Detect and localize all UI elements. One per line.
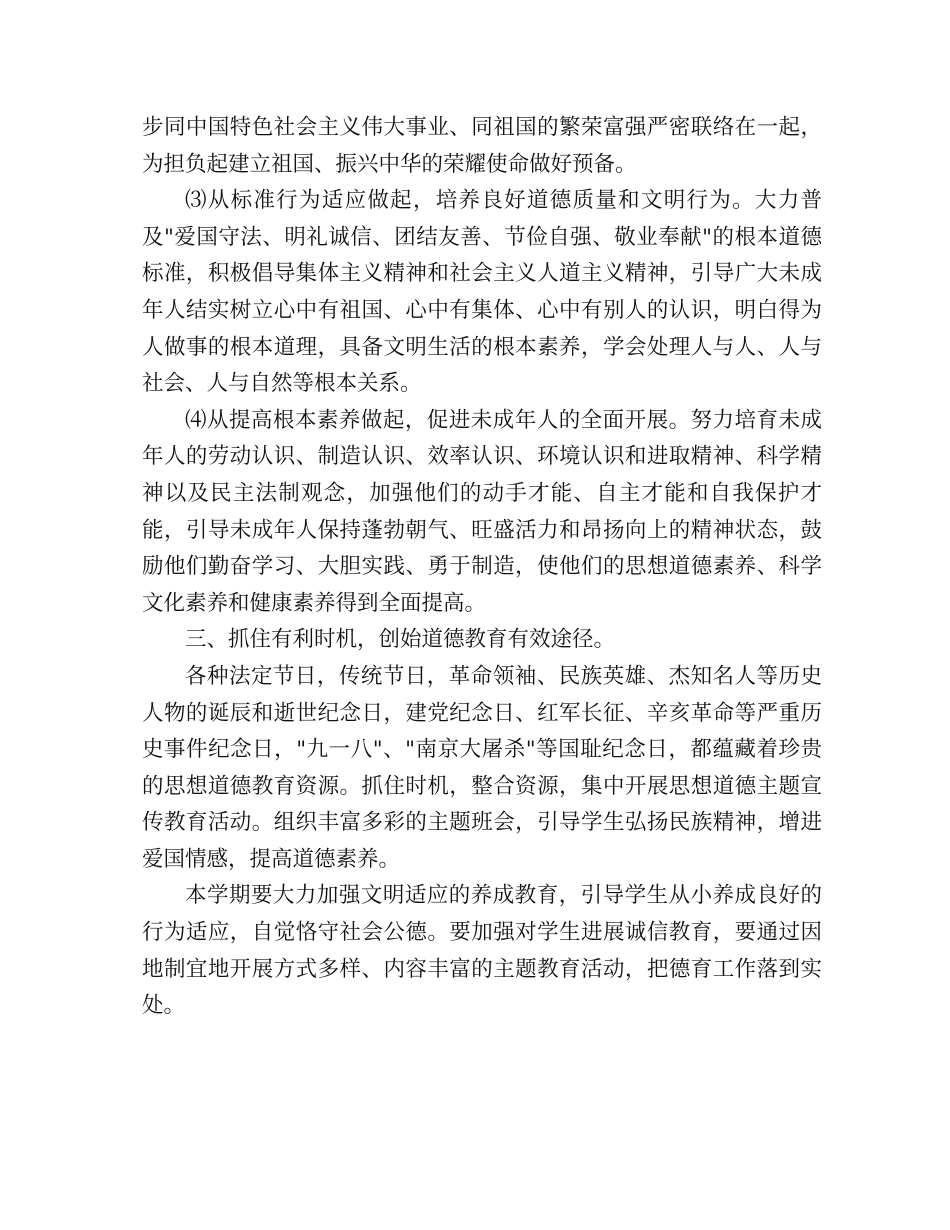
paragraph-item-3: ⑶从标准行为适应做起，培养良好道德质量和文明行为。大力普及"爱国守法、明礼诚信、团结友善、节俭自强、敬业奉献"的根本道德标准，积极倡导集体主义精神和社会主义人道主义精神，引导广大未成年人结实树立心中有祖国、心中有集体、心中有别人的认识，明白得为人做事的根本道理，具备文明生活的根本素养，学会处理人与人、人与社会、人与自然等根本关系。: [142, 188, 822, 397]
paragraph-continuation: 步同中国特色社会主义伟大事业、同祖国的繁荣富强严密联络在一起，为担负起建立祖国、振兴中华的荣耀使命做好预备。: [142, 115, 822, 177]
paragraph-semester: 本学期要大力加强文明适应的养成教育，引导学生从小养成良好的行为适应，自觉恪守社会公德。要加强对学生进展诚信教育，要通过因地制宜地开展方式多样、内容丰富的主题教育活动，把德育工作落到实处。: [142, 883, 822, 1019]
section-heading: 三、抓住有利时机，创始道德教育有效途径。: [185, 627, 616, 653]
document-body: [142, 110, 822, 1025]
paragraph-item-4: ⑷从提高根本素养做起，促进未成年人的全面开展。努力培育未成年人的劳动认识、制造认识、效率认识、环境认识和进取精神、科学精神以及民主法制观念，加强他们的动手才能、自主才能和自我保护才能，引导未成年人保持蓬勃朝气、旺盛活力和昂扬向上的精神状态，鼓励他们勤奋学习、大胆实践、勇于制造，使他们的思想道德素养、科学文化素养和健康素养得到全面提高。: [142, 407, 822, 616]
paragraph-holidays: 各种法定节日，传统节日，革命领袖、民族英雄、杰知名人等历史人物的诞辰和逝世纪念日，建党纪念日、红军长征、辛亥革命等严重历史事件纪念日，"九一八"、"南京大屠杀"等国耻纪念日，都蕴藏着珍贵的思想道德教育资源。抓住时机，整合资源，集中开展思想道德主题宣传教育活动。组织丰富多彩的主题班会，引导学生弘扬民族精神，增进爱国情感，提高道德素养。: [142, 663, 822, 872]
